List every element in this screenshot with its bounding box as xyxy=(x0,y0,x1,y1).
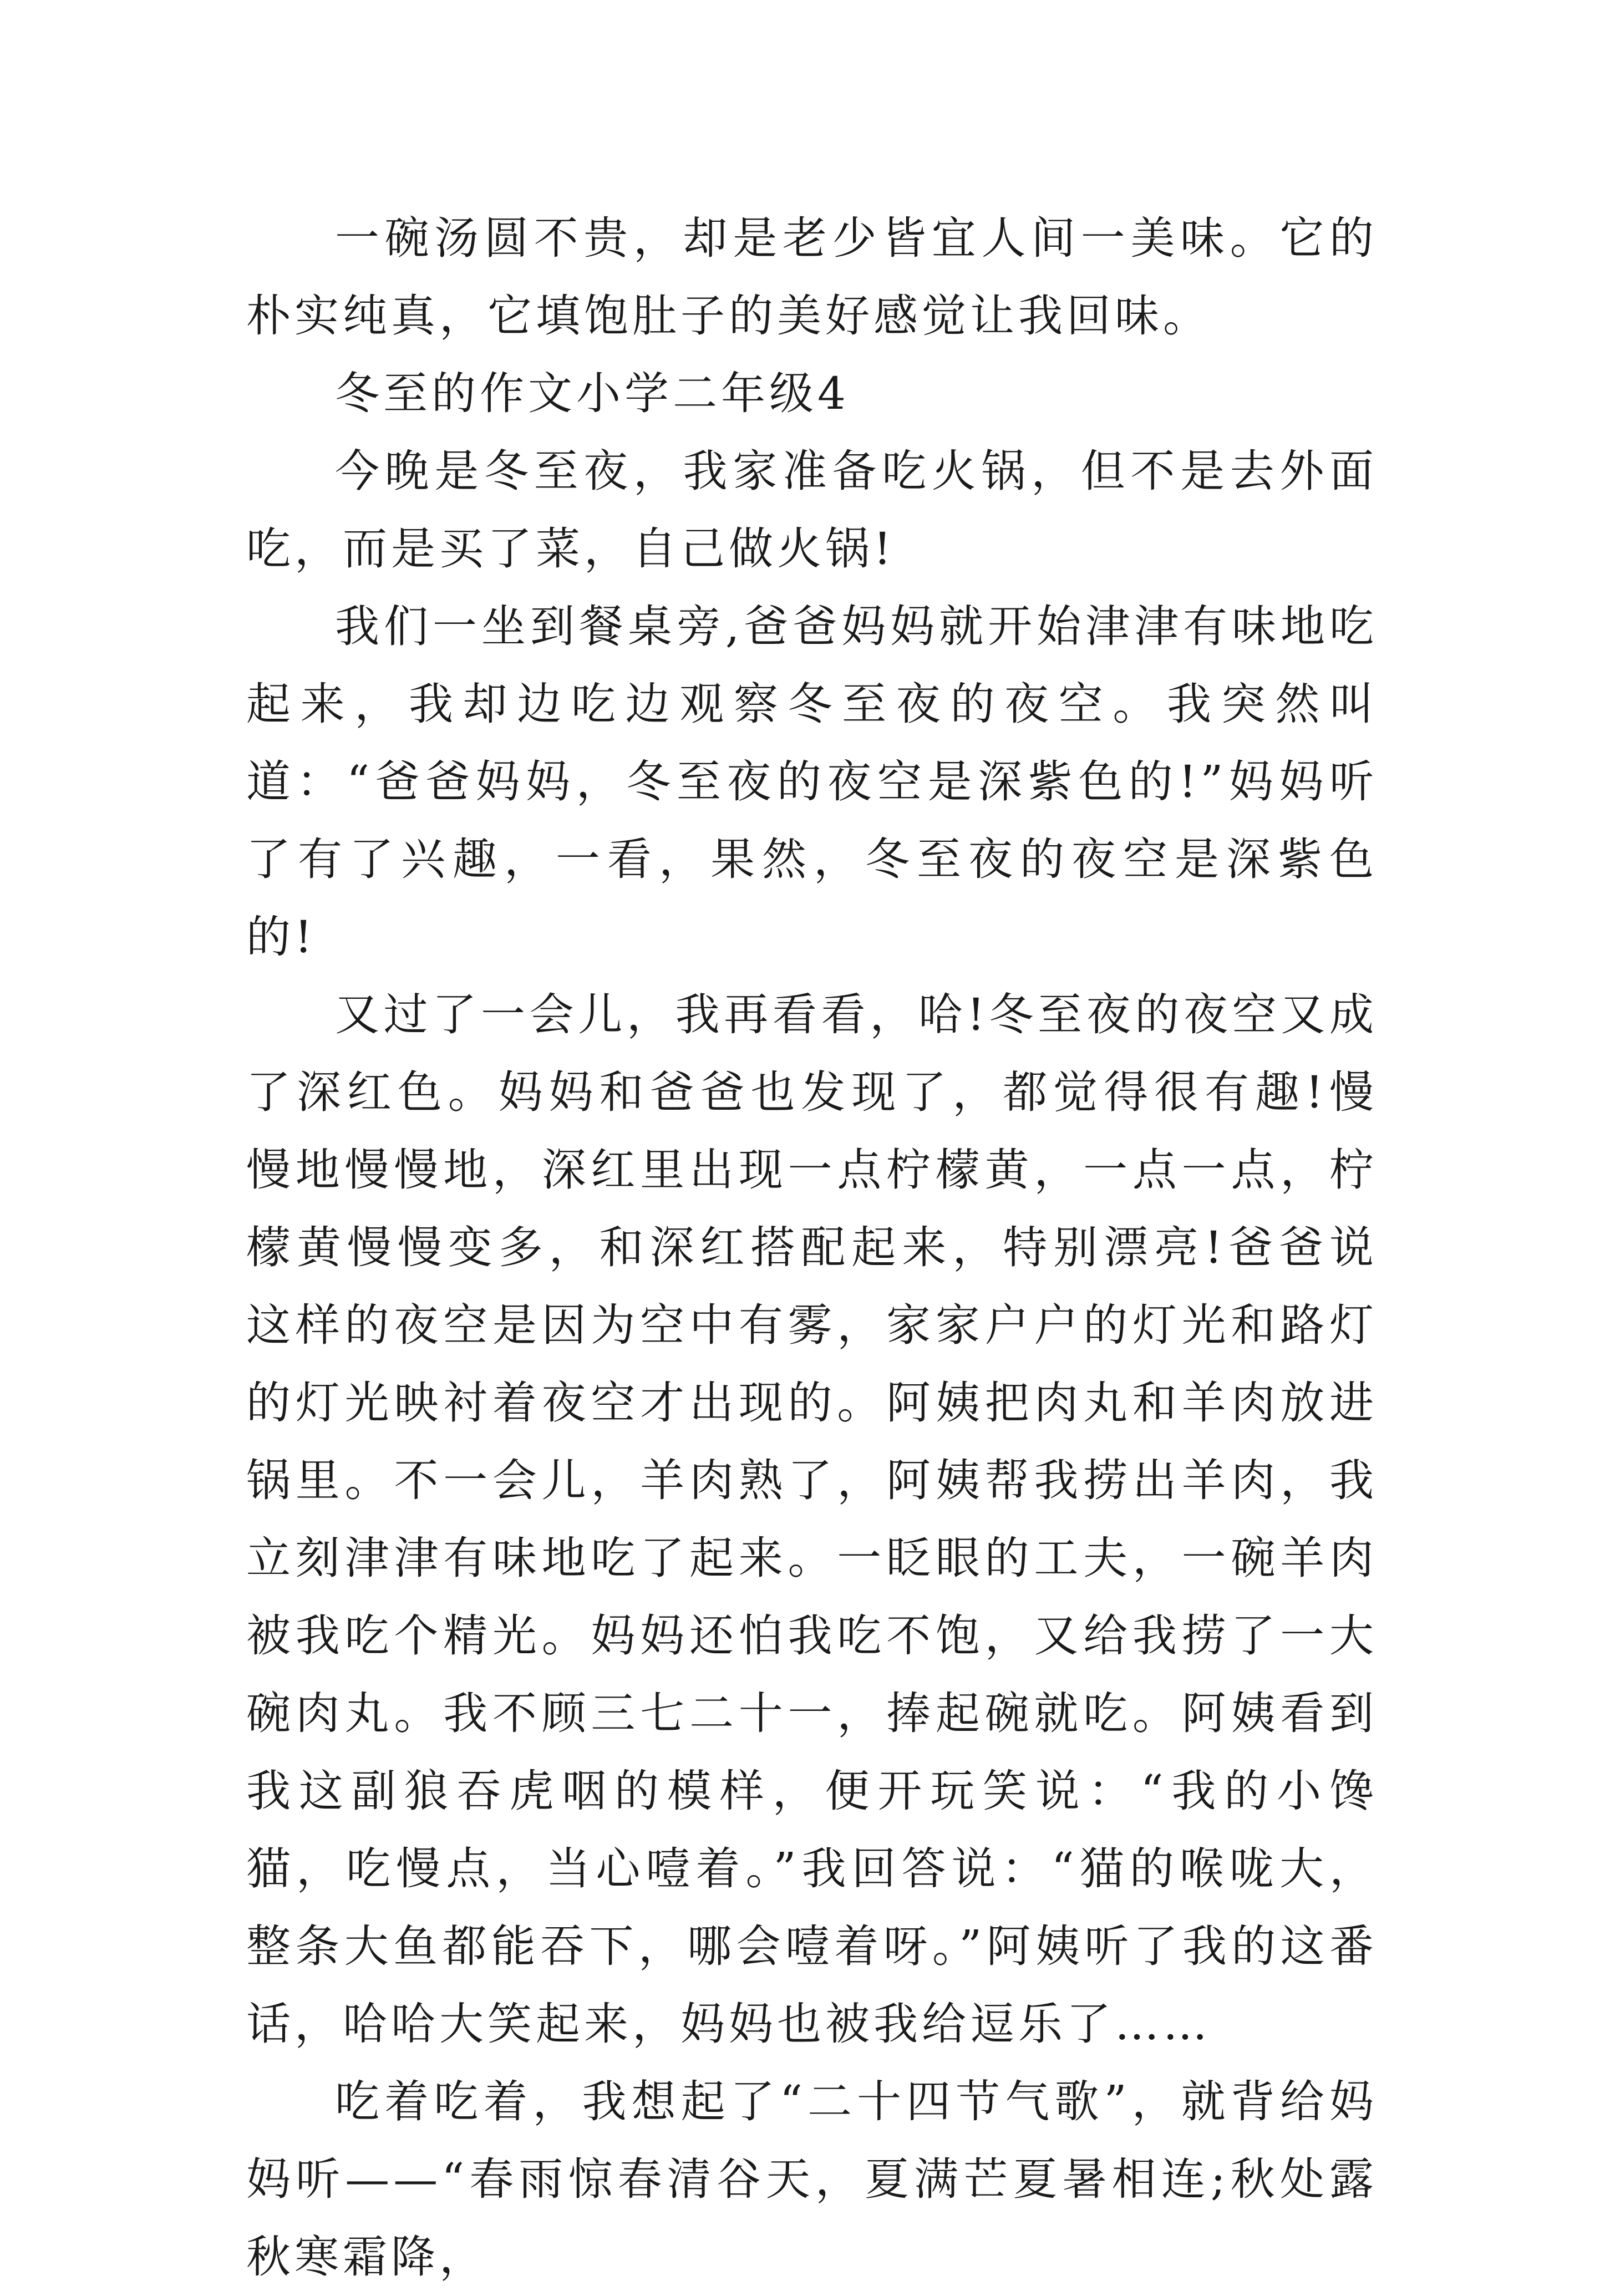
paragraph-red-sky-meal: 又过了一会儿，我再看看，哈!冬至夜的夜空又成了深红色。妈妈和爸爸也发现了，都觉得很有趣!慢慢地慢慢地，深红里出现一点柠檬黄，一点一点，柠檬黄慢慢变多，和深红搭配起来，特别漂亮!爸爸说这样的夜空是因为空中有雾，家家户户的灯光和路灯的灯光映衬着夜空才出现的。阿姨把肉丸和羊肉放进锅里。不一会儿，羊肉熟了，阿姨帮我捞出羊肉，我立刻津津有味地吃了起来。一眨眼的工夫，一碗羊肉被我吃个精光。妈妈还怕我吃不饱，又给我捞了一大碗肉丸。我不顾三七二十一，捧起碗就吃。阿姨看到我这副狼吞虎咽的模样，便开玩笑说：“我的小馋猫，吃慢点，当心噎着。”我回答说：“猫的喉咙大，整条大鱼都能吞下，哪会噎着呀。”阿姨听了我的这番话，哈哈大笑起来，妈妈也被我给逗乐了…… xyxy=(246,989,1378,2050)
paragraph-solar-terms-song: 吃着吃着，我想起了“二十四节气歌”，就背给妈妈听——“春雨惊春清谷天，夏满芒夏暑相连;秋处露秋寒霜降， xyxy=(246,2076,1378,2283)
paragraph-hotpot-intro: 今晚是冬至夜，我家准备吃火锅，但不是去外面吃，而是买了菜，自己做火锅! xyxy=(246,445,1378,575)
document-body xyxy=(246,200,1378,2296)
section-title: 冬至的作文小学二年级4 xyxy=(335,368,850,419)
paragraph-purple-sky: 我们一坐到餐桌旁,爸爸妈妈就开始津津有味地吃起来，我却边吃边观察冬至夜的夜空。我突然叫道：“爸爸妈妈，冬至夜的夜空是深紫色的!”妈妈听了有了兴趣，一看，果然，冬至夜的夜空是深紫色的! xyxy=(246,601,1378,963)
paragraph-tangyuan-ending: 一碗汤圆不贵，却是老少皆宜人间一美味。它的朴实纯真，它填饱肚子的美好感觉让我回味。 xyxy=(246,212,1378,342)
